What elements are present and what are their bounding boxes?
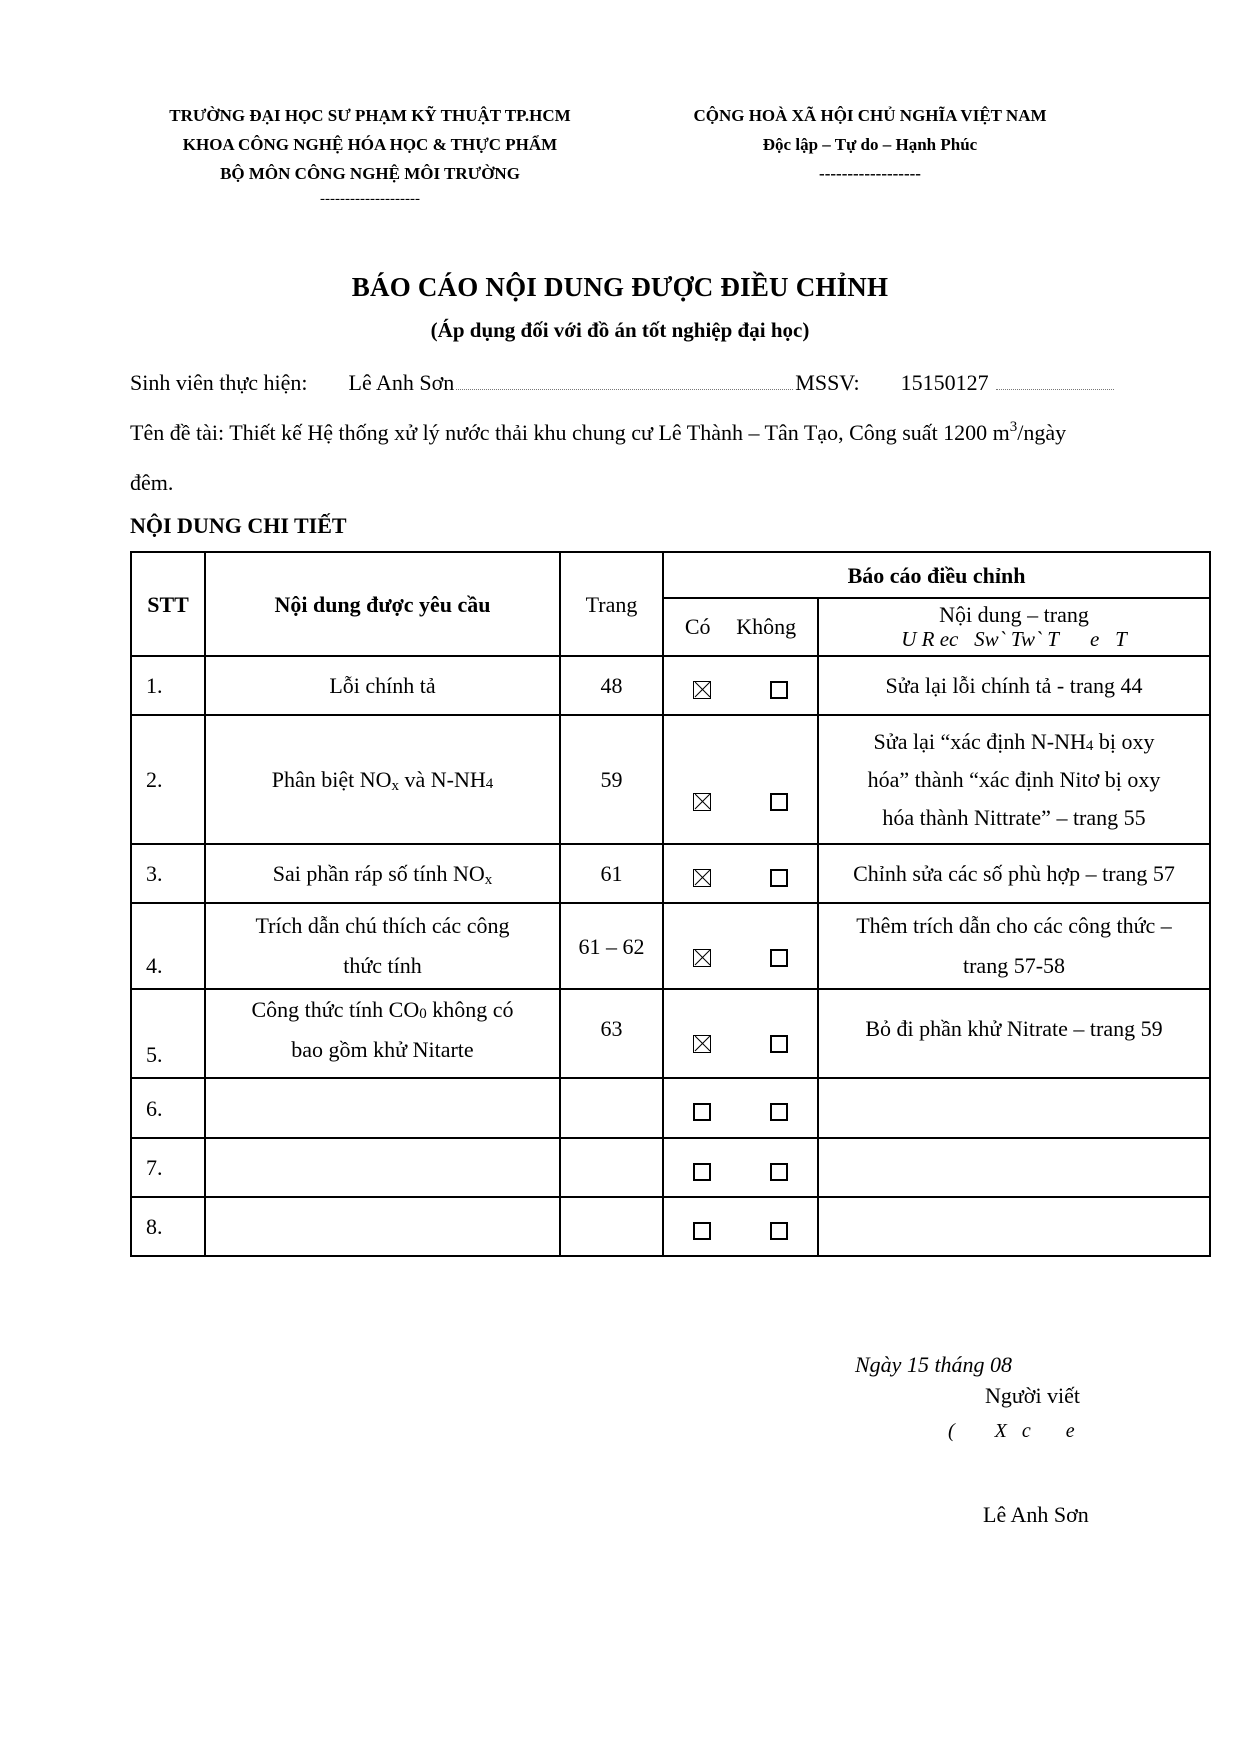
row-stt: 6. — [131, 1078, 205, 1138]
detail-text: hóa thành Nittrate” – trang 55 — [882, 804, 1146, 830]
no-checkbox[interactable] — [770, 869, 788, 887]
table-row — [131, 1197, 1210, 1256]
row-content: Lỗi chính tả — [205, 656, 560, 715]
row-content — [205, 844, 560, 903]
content-text: Phân biệt NO — [271, 767, 392, 792]
institution-header — [120, 101, 620, 210]
faculty-name: KHOA CÔNG NGHỆ HÓA HỌC & THỰC PHẨM — [182, 135, 558, 154]
row-content — [205, 715, 560, 844]
document-title: BÁO CÁO NỘI DUNG ĐƯỢC ĐIỀU CHỈNH — [351, 272, 889, 302]
row-detail: Sửa lại lỗi chính tả - trang 44 — [818, 656, 1210, 715]
content-text: Trích dẫn chú thích các công — [255, 913, 510, 938]
content-text: bao gồm khử Nitarte — [291, 1037, 474, 1062]
student-id-value: 15150127 — [900, 370, 989, 395]
row-page — [560, 1197, 663, 1256]
topic-text-end: /ngày — [1017, 420, 1067, 445]
detail-text: bị oxy — [1093, 728, 1155, 754]
row-yes-no — [663, 844, 818, 903]
content-text: không có — [426, 997, 514, 1022]
content-text: thức tính — [343, 953, 422, 978]
topic-text: Thiết kế Hệ thống xử lý nước thải khu chung cư Lê Thành – Tân Tạo, Công suất 1200 m — [229, 420, 1010, 445]
table-row — [131, 656, 1210, 715]
signature-role: Người viết — [985, 1383, 1081, 1408]
row-page: 61 — [560, 844, 663, 903]
university-name: TRƯỜNG ĐẠI HỌC SƯ PHẠM KỸ THUẬT TP.HCM — [169, 106, 571, 125]
yes-checkbox-checked[interactable] — [693, 793, 711, 811]
corrections-table — [130, 551, 1211, 1257]
national-header — [670, 101, 1070, 188]
no-checkbox[interactable] — [770, 1222, 788, 1240]
row-content — [205, 903, 560, 989]
row-detail — [818, 715, 1210, 844]
row-page: 63 — [560, 989, 663, 1078]
department-name: BỘ MÔN CÔNG NGHỆ MÔI TRƯỜNG — [220, 164, 520, 183]
subscript: 0 — [419, 1006, 427, 1022]
row-stt: 3. — [131, 844, 205, 903]
student-id-label: MSSV: — [795, 370, 860, 395]
row-page: 59 — [560, 715, 663, 844]
country-name: CỘNG HOÀ XÃ HỘI CHỦ NGHĨA VIỆT NAM — [693, 106, 1047, 125]
topic-superscript: 3 — [1009, 419, 1018, 435]
row-yes-no — [663, 1197, 818, 1256]
content-text: Công thức tính CO — [251, 997, 420, 1022]
section-title: NỘI DUNG CHI TIẾT — [130, 513, 347, 538]
detail-text: hóa” thành “xác định Nitơ bị oxy — [867, 766, 1161, 792]
row-detail — [818, 1078, 1210, 1138]
row-yes-no — [663, 715, 818, 844]
header-detail-label: Nội dung – trang — [939, 602, 1089, 627]
row-detail: Chỉnh sửa các số phù hợp – trang 57 — [818, 844, 1210, 903]
row-stt: 7. — [131, 1138, 205, 1197]
row-stt: 2. — [131, 715, 205, 844]
row-content — [205, 1138, 560, 1197]
row-page: 48 — [560, 656, 663, 715]
header-content: Nội dung được yêu cầu — [205, 552, 560, 656]
signature-date: Ngày 15 tháng 08 — [855, 1352, 1013, 1377]
yes-checkbox-checked[interactable] — [693, 949, 711, 967]
yes-checkbox-checked[interactable] — [693, 869, 711, 887]
detail-text: trang 57-58 — [962, 953, 1066, 978]
row-detail — [818, 1138, 1210, 1197]
national-motto: Độc lập – Tự do – Hạnh Phúc — [762, 135, 978, 154]
document-subtitle: (Áp dụng đối với đồ án tốt nghiệp đại học) — [430, 318, 810, 342]
table-row — [131, 903, 1210, 989]
signature-garbled-note: ( X c e — [948, 1420, 1075, 1442]
content-text: Sai phần ráp số tính NO — [272, 861, 485, 886]
yes-checkbox[interactable] — [693, 1103, 711, 1121]
row-detail: Bỏ đi phần khử Nitrate – trang 59 — [818, 989, 1210, 1078]
yes-checkbox-checked[interactable] — [693, 681, 711, 699]
subscript: x — [484, 872, 493, 888]
header-yes: Có — [684, 614, 711, 639]
student-info-line — [130, 370, 1116, 396]
subscript: 4 — [1085, 737, 1094, 754]
row-stt: 1. — [131, 656, 205, 715]
row-content — [205, 1078, 560, 1138]
topic-label: Tên đề tài: — [130, 420, 225, 445]
row-stt: 4. — [131, 903, 205, 989]
yes-checkbox[interactable] — [693, 1163, 711, 1181]
row-yes-no — [663, 903, 818, 989]
header-detail — [818, 598, 1210, 656]
no-checkbox[interactable] — [770, 793, 788, 811]
yes-checkbox[interactable] — [693, 1222, 711, 1240]
table-header-row — [131, 552, 1210, 598]
row-content — [205, 989, 560, 1078]
header-page: Trang — [560, 552, 663, 656]
header-stt: STT — [131, 552, 205, 656]
content-text: và N-NH — [399, 767, 486, 792]
topic-continuation: đêm. — [130, 470, 174, 495]
no-checkbox[interactable] — [770, 1035, 788, 1053]
row-yes-no — [663, 656, 818, 715]
row-yes-no — [663, 989, 818, 1078]
row-stt: 8. — [131, 1197, 205, 1256]
table-row — [131, 715, 1210, 844]
header-right-divider: ------------------ — [819, 164, 921, 183]
no-checkbox[interactable] — [770, 681, 788, 699]
table-row — [131, 1138, 1210, 1197]
row-yes-no — [663, 1078, 818, 1138]
subscript: x — [391, 778, 399, 794]
yes-checkbox-checked[interactable] — [693, 1035, 711, 1053]
row-content — [205, 1197, 560, 1256]
row-page: 61 – 62 — [560, 903, 663, 989]
row-stt: 5. — [131, 989, 205, 1078]
header-no: Không — [736, 614, 797, 639]
table-row — [131, 844, 1210, 903]
student-name: Lê Anh Sơn — [348, 370, 455, 395]
header-left-divider: -------------------- — [320, 191, 420, 207]
dotted-fill — [996, 388, 1114, 390]
row-yes-no — [663, 1138, 818, 1197]
detail-text: Sửa lại “xác định N-NH — [873, 728, 1086, 754]
dotted-fill — [456, 388, 793, 390]
no-checkbox[interactable] — [770, 1103, 788, 1121]
signature-name: Lê Anh Sơn — [983, 1502, 1089, 1527]
detail-text: Thêm trích dẫn cho các công thức – — [856, 913, 1172, 938]
row-page — [560, 1138, 663, 1197]
row-detail — [818, 903, 1210, 989]
student-label: Sinh viên thực hiện: — [130, 370, 308, 395]
header-report-group: Báo cáo điều chỉnh — [663, 552, 1210, 598]
row-page — [560, 1078, 663, 1138]
header-detail-garbled: U R ec Sw` Tw` T e T — [901, 627, 1127, 651]
topic-line — [130, 420, 1066, 446]
no-checkbox[interactable] — [770, 1163, 788, 1181]
row-detail — [818, 1197, 1210, 1256]
table-row — [131, 1078, 1210, 1138]
table-row — [131, 989, 1210, 1078]
subscript: 4 — [485, 776, 494, 792]
header-yes-no — [663, 598, 818, 656]
no-checkbox[interactable] — [770, 949, 788, 967]
